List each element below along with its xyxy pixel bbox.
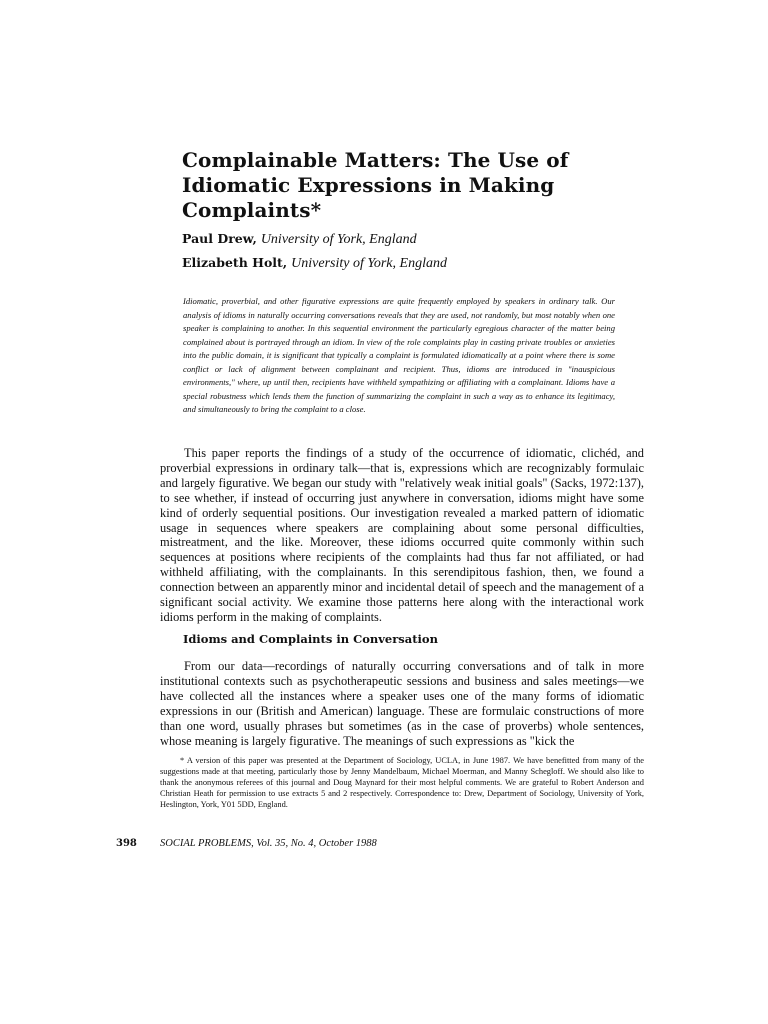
author-line	[182, 255, 447, 272]
author-name: Elizabeth Holt,	[182, 255, 288, 270]
author-name: Paul Drew,	[182, 231, 257, 246]
author-affiliation: University of York, England	[260, 232, 417, 247]
section-heading: Idioms and Complaints in Conversation	[183, 632, 438, 646]
body-paragraph: From our data—recordings of naturally occurring conversations and of talk in more institutional contexts such as psychotherapeutic sessions and business and sales meetings—we have collected all the instances where a speaker uses one of the many forms of idiomatic expressions in our (British and American) language. These are formulaic constructions of more than one word, usually phrases but sometimes (as in the case of proverbs) whole sentences, whose meaning is largely figurative. The meanings of such expressions as "kick the	[160, 659, 644, 748]
journal-citation: SOCIAL PROBLEMS, Vol. 35, No. 4, October 1988	[160, 838, 377, 849]
page-number: 398	[116, 838, 137, 849]
author-affiliation: University of York, England	[291, 256, 447, 271]
body-paragraph: This paper reports the findings of a study of the occurrence of idiomatic, clichéd, and proverbial expressions in ordinary talk—that is, expressions which are recognizably formulaic and largely figurative. We began our study with "relatively weak initial goals" (Sacks, 1972:137), to see whether, if instead of occurring just anywhere in conversation, idioms might have some kind of orderly sequential positions. Our investigation revealed a marked pattern of idiomatic usage in sequences where speakers are complaining about some personal difficulties, mistreatment, and the like. Moreover, these idioms occurred quite commonly within such sequences at positions where recipients of the complaints had thus far not affiliated, or had withheld affiliating, with the complainants. In this serendipitous fashion, then, we found a connection between an apparently minor and incidental detail of speech and the management of a significant social activity. We examine those patterns here along with the interactional work idioms perform in the making of complaints.	[160, 446, 644, 624]
abstract: Idiomatic, proverbial, and other figurative expressions are quite frequently employed by speakers in ordinary talk. Our analysis of idioms in naturally occurring conversations reveals that they are used, not randomly, but most notably when one speaker is complaining to another. In this sequential environment the particularly egregious character of the matter being complained about is portrayed through an idiom. In view of the role complaints play in casting private troubles or anxieties into the public domain, it is significant that typically a complaint is formulated idiomatically at a point where there is some conflict or lack of alignment between complainant and recipient. Thus, idioms are introduced in "inauspicious environments," where, up until then, recipients have withheld sympathizing or affiliating with a complainant. Idioms have a special robustness which lends them the function of summarizing the complaint in such a way as to enhance its legitimacy, and simultaneously to bring the complaint to a close.	[183, 296, 615, 414]
article-title: Complainable Matters: The Use of Idiomatic Expressions in Making Complaints*	[182, 148, 569, 222]
footnote: * A version of this paper was presented at the Department of Sociology, UCLA, in June 1987. We have benefitted from many of the suggestions made at that meeting, particularly those by Jenny Mandelbaum, Michael Moerman, and Manny Schegloff. We should also like to thank the anonymous referees of this journal and Doug Maynard for their most helpful comments. We are grateful to Robert Anderson and Christian Heath for permission to use extracts 5 and 2 respectively. Correspondence to: Drew, Department of Sociology, University of York, Heslington, York, Y01 5DD, England.	[160, 756, 644, 810]
author-line	[182, 231, 417, 248]
